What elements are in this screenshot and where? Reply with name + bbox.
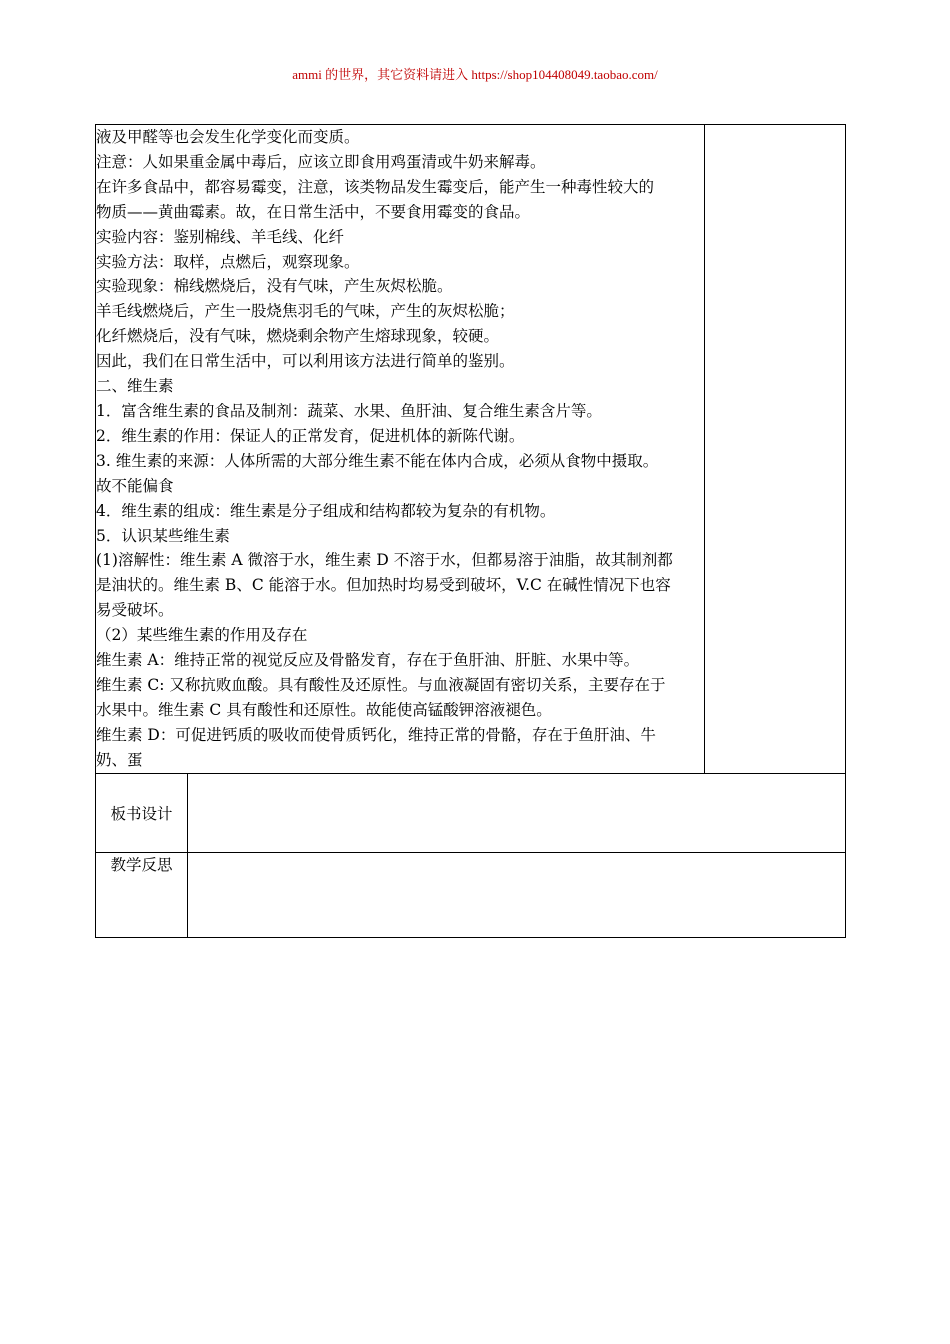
section-heading: 二、维生素 bbox=[96, 377, 174, 396]
content-line: 1．富含维生素的食品及制剂：蔬菜、水果、鱼肝油、复合维生素含片等。 bbox=[96, 401, 602, 420]
content-line: 实验内容：鉴别棉线、羊毛线、化纤 bbox=[96, 227, 345, 246]
content-line: 3. 维生素的来源：人体所需的大部分维生素不能在体内合成，必须从食物中摄取。 bbox=[96, 451, 659, 470]
content-line: 5．认识某些维生素 bbox=[96, 526, 230, 545]
content-line: 实验方法：取样，点燃后，观察现象。 bbox=[96, 252, 360, 271]
notes-cell bbox=[705, 125, 846, 774]
content-line: 故不能偏食 bbox=[96, 476, 174, 495]
board-design-cell bbox=[188, 773, 846, 852]
content-line: (1)溶解性：维生素 A 微溶于水，维生素 D 不溶于水，但都易溶于油脂，故其制剂都 bbox=[96, 551, 673, 570]
content-line: 在许多食品中，都容易霉变，注意，该类物品发生霉变后，能产生一种毒性较大的 bbox=[96, 177, 655, 196]
content-line: 因此，我们在日常生活中，可以利用该方法进行简单的鉴别。 bbox=[96, 352, 515, 371]
content-line: 实验现象：棉线燃烧后，没有气味，产生灰烬松脆。 bbox=[96, 277, 453, 296]
content-line: （2）某些维生素的作用及存在 bbox=[96, 626, 308, 645]
content-line: 奶、蛋 bbox=[96, 750, 143, 769]
content-line: 维生素 D：可促进钙质的吸收而使骨质钙化，维持正常的骨骼，存在于鱼肝油、牛 bbox=[96, 725, 656, 744]
content-line: 物质——黄曲霉素。故，在日常生活中，不要食用霉变的食品。 bbox=[96, 202, 531, 221]
lesson-content-cell bbox=[96, 125, 705, 774]
content-line: 羊毛线燃烧后，产生一股烧焦羽毛的气味，产生的灰烬松脆； bbox=[96, 302, 515, 321]
content-line: 4．维生素的组成：维生素是分子组成和结构都较为复杂的有机物。 bbox=[96, 501, 556, 520]
content-line: 液及甲醛等也会发生化学变化而变质。 bbox=[96, 128, 360, 146]
content-line: 2．维生素的作用：保证人的正常发育，促进机体的新陈代谢。 bbox=[96, 426, 525, 445]
board-design-label: 板书设计 bbox=[96, 773, 188, 852]
content-line: 维生素 C: 又称抗败血酸。具有酸性及还原性。与血液凝固有密切关系，主要存在于 bbox=[96, 675, 666, 694]
content-line: 注意：人如果重金属中毒后，应该立即食用鸡蛋清或牛奶来解毒。 bbox=[96, 152, 546, 171]
content-line: 水果中。维生素 C 具有酸性和还原性。故能使高锰酸钾溶液褪色。 bbox=[96, 700, 552, 719]
teaching-reflection-label: 教学反思 bbox=[96, 852, 188, 937]
content-row bbox=[96, 125, 846, 774]
page-header: ammi 的世界，其它资料请进入 https://shop104408049.taobao.com/ bbox=[292, 67, 658, 82]
content-line: 维生素 A：维持正常的视觉反应及骨骼发育，存在于鱼肝油、肝脏、水果中等。 bbox=[96, 651, 640, 670]
content-line: 易受破坏。 bbox=[96, 601, 174, 620]
content-line: 化纤燃烧后，没有气味，燃烧剩余物产生熔球现象，较硬。 bbox=[96, 327, 500, 346]
board-design-row bbox=[96, 773, 846, 852]
lesson-plan-table bbox=[95, 124, 846, 938]
teaching-reflection-row bbox=[96, 852, 846, 937]
teaching-reflection-cell bbox=[188, 852, 846, 937]
content-line: 是油状的。维生素 B、C 能溶于水。但加热时均易受到破坏，V.C 在碱性情况下也容 bbox=[96, 576, 671, 595]
